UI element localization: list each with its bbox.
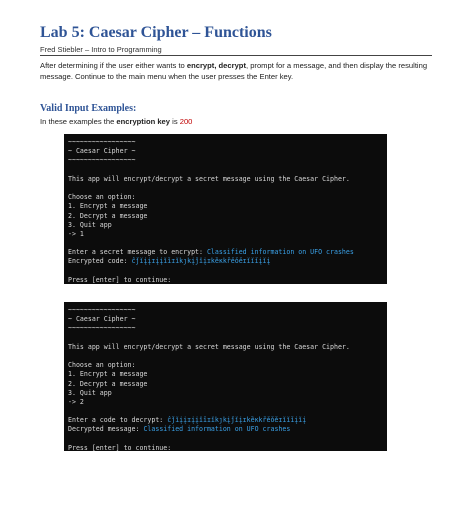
console-continue: Press [enter] to continue:	[68, 443, 172, 452]
intro-text-2: , prompt for a message, and then display the resulting message. Continue to the main menu when the user presses the Enter key.	[40, 61, 428, 81]
console-option-2: 2. Decrypt a message	[68, 211, 148, 220]
console-border-top: ~~~~~~~~~~~~~~~~~	[68, 138, 136, 146]
console-result-value: ĉǰĭįįɪįįĭǐɪĭkȷkįǰĭįɪkȅĸkȑěǒěɪĭĭǐįĭį	[131, 257, 271, 266]
key-line-mid: is	[170, 117, 180, 126]
instructions-paragraph	[40, 61, 432, 82]
console-option-2: 2. Decrypt a message	[68, 379, 148, 388]
console-option-3: 3. Quit app	[68, 220, 112, 229]
console-input-label: Enter a secret message to encrypt:	[68, 248, 207, 257]
intro-text-1: After determining if the user either wants to	[40, 61, 187, 70]
header-divider	[40, 55, 432, 56]
console-input-line	[68, 416, 383, 425]
console-option-3: 3. Quit app	[68, 388, 112, 397]
console-prompt: -> 2	[68, 397, 84, 406]
page-title: Lab 5: Caesar Cipher – Functions	[40, 24, 272, 41]
console-choose: Choose an option:	[68, 193, 136, 202]
key-line-bold: encryption key	[116, 117, 171, 126]
console-option-1: 1. Encrypt a message	[68, 202, 148, 211]
console-option-1: 1. Encrypt a message	[68, 370, 148, 379]
console-intro: This app will encrypt/decrypt a secret message using the Caesar Cipher.	[68, 342, 350, 351]
author-line: Fred Stiebler – Intro to Programming	[40, 45, 162, 54]
console-input-value: ĉǰĭįįɪįįĭǐɪĭkȷkįǰĭįɪkȅĸkȑěǒěɪĭĭǐįĭį	[167, 416, 307, 425]
console-header: ~ Caesar Cipher ~	[68, 147, 136, 156]
console-result-label: Encrypted code:	[68, 257, 132, 266]
console-result-line	[68, 257, 383, 266]
console-choose: Choose an option:	[68, 361, 136, 370]
console-intro: This app will encrypt/decrypt a secret message using the Caesar Cipher.	[68, 174, 350, 183]
intro-bold: encrypt, decrypt	[186, 61, 246, 70]
key-line-pre: In these examples the	[40, 117, 117, 126]
console-border-top: ~~~~~~~~~~~~~~~~~	[68, 306, 136, 314]
console-border-bottom: ~~~~~~~~~~~~~~~~~	[68, 156, 136, 165]
console-border-bottom: ~~~~~~~~~~~~~~~~~	[68, 324, 136, 333]
console-header: ~ Caesar Cipher ~	[68, 315, 136, 324]
encryption-key-line	[40, 117, 192, 126]
console-result-line	[68, 425, 383, 434]
section-heading: Valid Input Examples:	[40, 103, 137, 114]
console-screenshot-decrypt	[64, 302, 387, 451]
console-input-label: Enter a code to decrypt:	[68, 416, 168, 425]
console-input-line	[68, 248, 383, 257]
encryption-key-value: 200	[179, 117, 193, 126]
console-input-value: Classified information on UFO crashes	[206, 248, 354, 257]
console-result-label: Decrypted message:	[68, 425, 144, 434]
console-screenshot-encrypt	[64, 134, 387, 284]
console-result-value: Classified information on UFO crashes	[143, 425, 291, 434]
console-prompt: -> 1	[68, 229, 84, 238]
console-continue: Press [enter] to continue:	[68, 275, 172, 284]
